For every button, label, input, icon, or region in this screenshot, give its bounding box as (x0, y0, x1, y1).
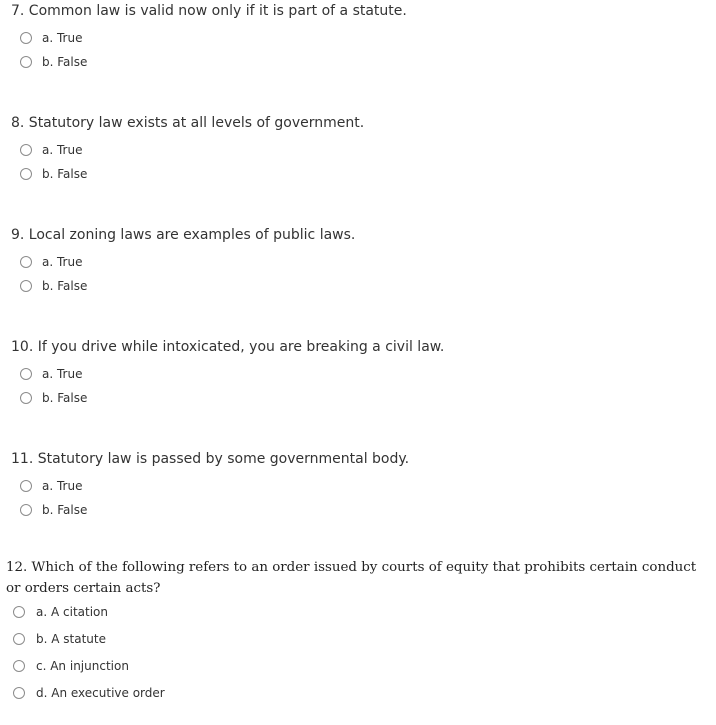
question-text: 11. Statutory law is passed by some governmental body. (11, 451, 410, 467)
question-text: 12. Which of the following refers to an order issued by courts of equity that prohibits certain conduct or orders certain acts? (6, 560, 697, 596)
option-12d[interactable] (13, 684, 165, 702)
option-8b[interactable] (20, 165, 87, 183)
option-label: a. True (42, 367, 83, 381)
option-12a[interactable] (13, 603, 108, 621)
option-label: b. False (42, 279, 88, 293)
question-text: 9. Local zoning laws are examples of public laws. (11, 227, 356, 243)
option-label: a. True (42, 255, 83, 269)
option-label: b. False (42, 503, 88, 517)
option-8a[interactable] (20, 141, 82, 159)
radio-button[interactable] (20, 280, 32, 292)
option-10a[interactable] (20, 365, 82, 383)
radio-button[interactable] (20, 504, 32, 516)
option-label: c. An injunction (36, 659, 129, 673)
option-7a[interactable] (20, 29, 82, 47)
option-label: b. False (42, 391, 88, 405)
option-label: b. False (42, 167, 88, 181)
option-label: b. False (42, 55, 88, 69)
option-10b[interactable] (20, 389, 87, 407)
radio-button[interactable] (13, 606, 25, 618)
radio-button[interactable] (20, 32, 32, 44)
radio-button[interactable] (20, 144, 32, 156)
question-text: 8. Statutory law exists at all levels of government. (11, 115, 365, 131)
radio-button[interactable] (20, 368, 32, 380)
radio-button[interactable] (20, 480, 32, 492)
option-9a[interactable] (20, 253, 82, 271)
option-7b[interactable] (20, 53, 87, 71)
option-label: a. True (42, 143, 83, 157)
radio-button[interactable] (20, 256, 32, 268)
option-label: d. An executive order (36, 686, 165, 700)
radio-button[interactable] (20, 392, 32, 404)
radio-button[interactable] (13, 687, 25, 699)
option-9b[interactable] (20, 277, 87, 295)
option-label: b. A statute (36, 632, 106, 646)
option-11b[interactable] (20, 501, 87, 519)
radio-button[interactable] (13, 660, 25, 672)
option-label: a. A citation (36, 605, 108, 619)
question-text: 10. If you drive while intoxicated, you are breaking a civil law. (11, 339, 445, 355)
radio-button[interactable] (13, 633, 25, 645)
option-label: a. True (42, 479, 83, 493)
radio-button[interactable] (20, 168, 32, 180)
option-label: a. True (42, 31, 83, 45)
option-11a[interactable] (20, 477, 82, 495)
radio-button[interactable] (20, 56, 32, 68)
question-text: 7. Common law is valid now only if it is part of a statute. (11, 3, 407, 19)
option-12b[interactable] (13, 630, 106, 648)
option-12c[interactable] (13, 657, 129, 675)
